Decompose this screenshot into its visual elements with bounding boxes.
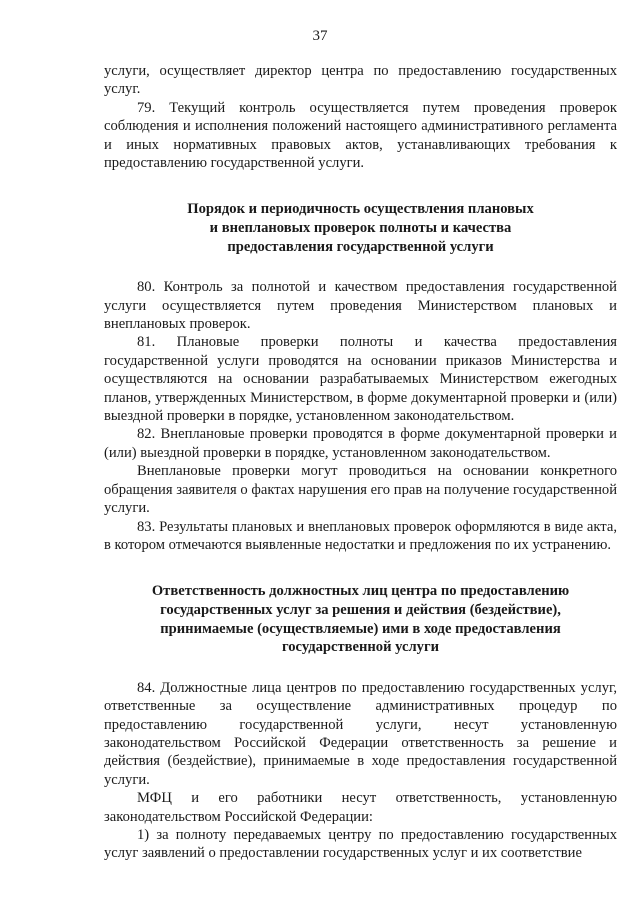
page-content: [104, 62, 617, 863]
paragraph-83: 83. Результаты плановых и внеплановых проверок оформляются в виде акта, в котором отмечаются выявленные недостатки и предложения по их устранению.: [104, 518, 617, 553]
list-item-1: 1) за полноту передаваемых центру по предоставлению государственных услуг заявлений о предоставлении государственных услуг и их соответствие: [104, 826, 617, 862]
paragraph-81: 81. Плановые проверки полноты и качества предоставления государственной услуги проводятся на основании приказов Министерства и осуществляются на основании разрабатываемых Министерством ежегодных планов, утвержденных Министерством, в форме документарной проверки и (или) выездной проверки в порядке, установленном законодательством.: [104, 334, 617, 425]
paragraph-79: 79. Текущий контроль осуществляется путем проведения проверок соблюдения и исполнения положений настоящего административного регламента и иных нормативных правовых актов, устанавливающих требования к предоставлению государственной услуги.: [104, 99, 617, 172]
heading-line: принимаемые (осуществляемые) ими в ходе предоставления: [160, 620, 561, 637]
section-heading-inspections: [104, 200, 617, 256]
section-heading-responsibility: [104, 582, 617, 656]
paragraph-80: 80. Контроль за полнотой и качеством предоставления государственной услуги осуществляется путем проведения Министерством плановых и внеплановых проверок.: [104, 279, 617, 333]
page-number: 37: [312, 28, 328, 44]
heading-line: Ответственность должностных лиц центра по предоставлению: [151, 583, 570, 600]
paragraph-unscheduled-inspections: Внеплановые проверки могут проводиться на основании конкретного обращения заявителя о фактах нарушения его прав на получение государственной услуги.: [104, 463, 617, 517]
heading-line: Порядок и периодичность осуществления плановых: [187, 201, 534, 218]
heading-line: и внеплановых проверок полноты и качества: [209, 220, 512, 237]
paragraph-mfc-responsibility: МФЦ и его работники несут ответственность, установленную законодательством Российской Федерации:: [104, 790, 617, 825]
paragraph-84: 84. Должностные лица центров по предоставлению государственных услуг, ответственные за осуществление административных процедур по предоставлению государственной услуги, несут установленную законодательством Российской Федерации ответственность за решение и действия (бездействие), принимаемые в ходе предоставления государственной услуги.: [104, 679, 617, 788]
paragraph-82: 82. Внеплановые проверки проводятся в форме документарной проверки и (или) выездной проверки в порядке, установленном законодательством.: [104, 426, 617, 461]
paragraph-continuation: услуги, осуществляет директор центра по предоставлению государственных услуг.: [104, 63, 617, 98]
heading-line: государственной услуги: [281, 639, 440, 656]
heading-line: государственных услуг за решения и действия (бездействие),: [160, 601, 561, 618]
heading-line: предоставления государственной услуги: [227, 238, 494, 255]
